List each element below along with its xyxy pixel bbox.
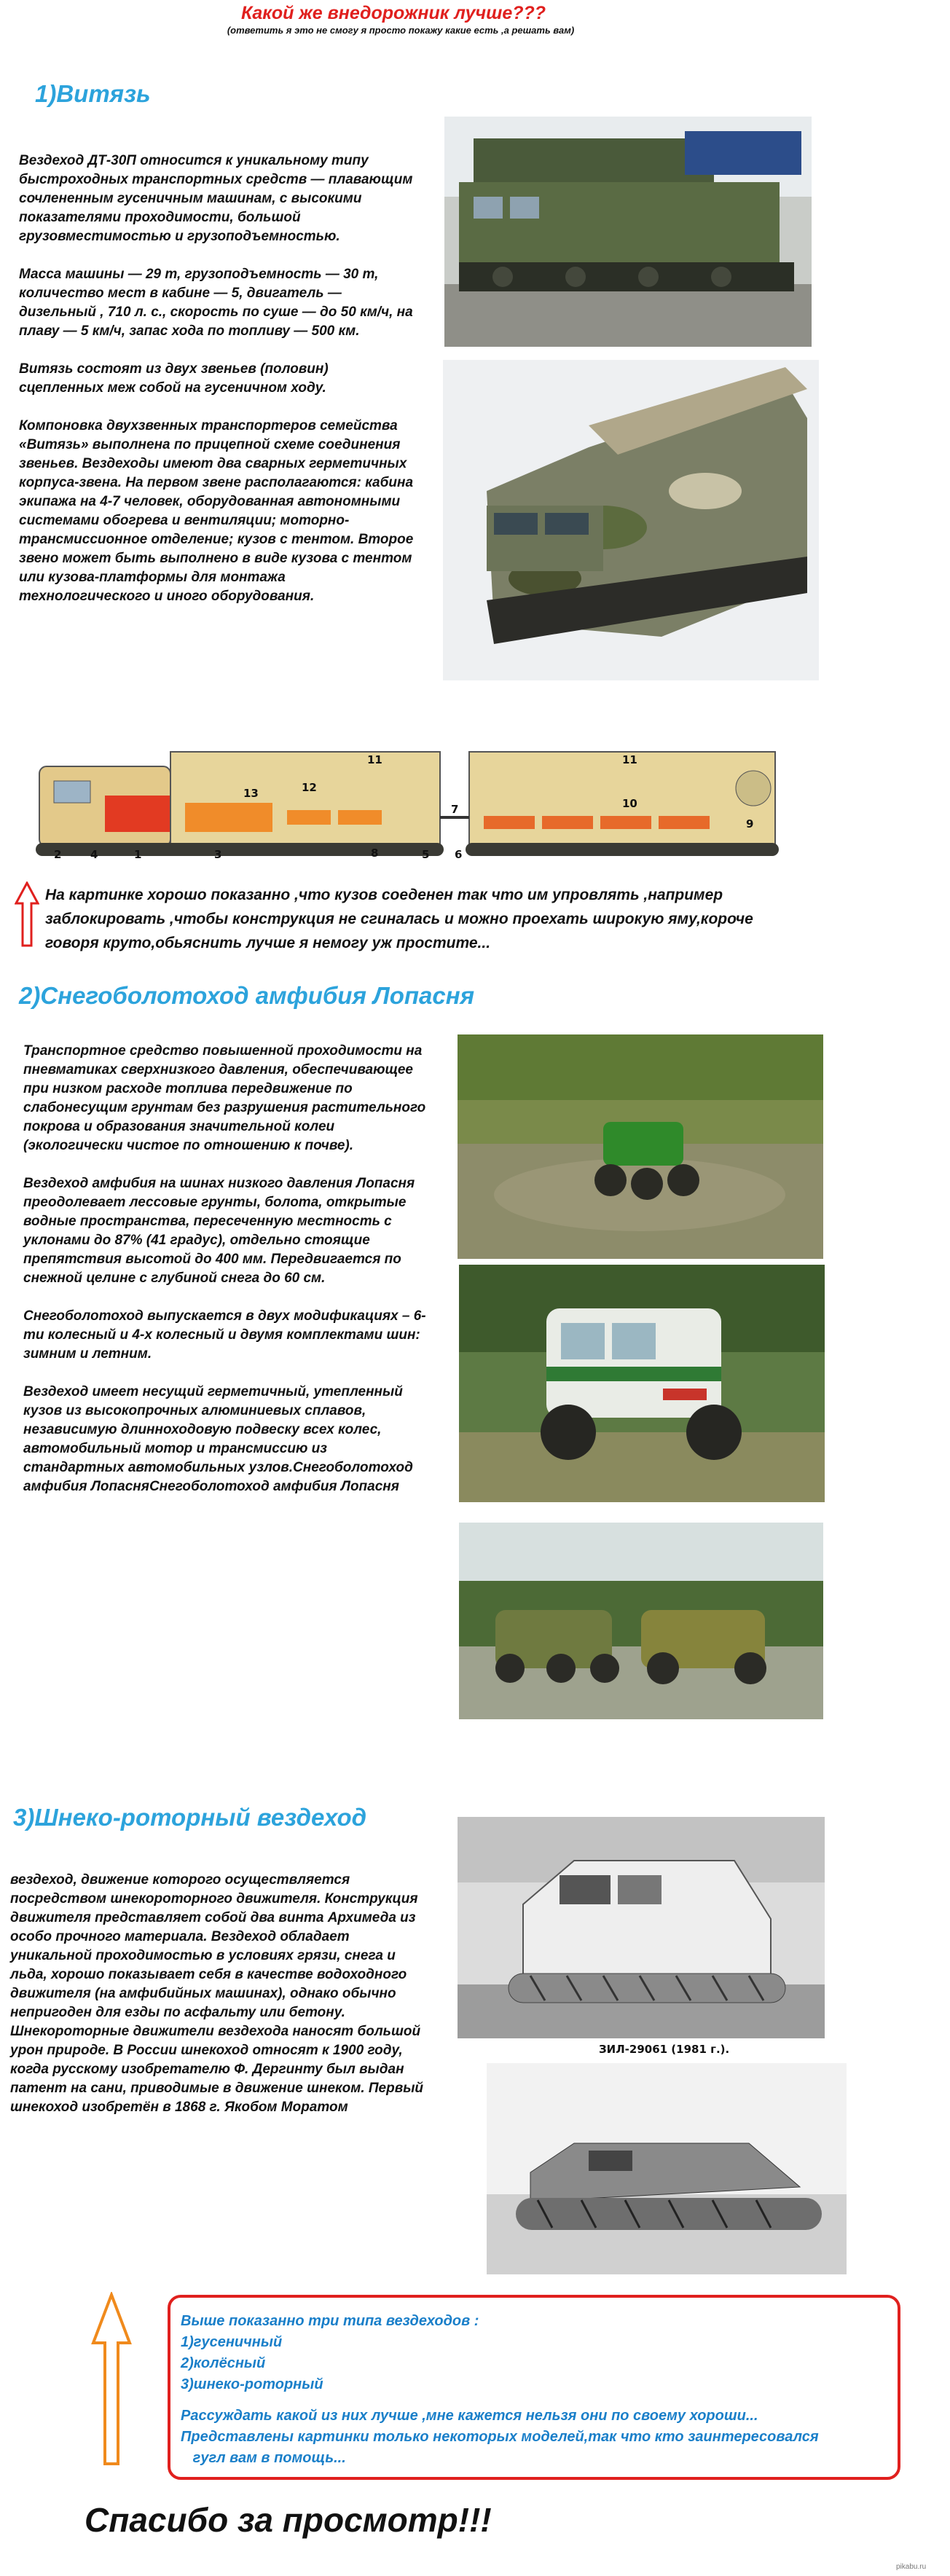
page-title: Какой же внедорожник лучше??? [240, 3, 546, 23]
section1-paragraph: Витязь состоят из двух звеньев (половин) сцепленных меж собой на гусеничном ходу. [19, 361, 329, 396]
diagram-label: 2 [54, 848, 62, 861]
diagram-label: 10 [622, 797, 637, 810]
diagram-label: 8 [371, 847, 379, 860]
section2-paragraph: Вездеход амфибия на шинах низкого давления Лопасня преодолевает лессовые грунты, болота, открытые водные пространства, пересеченную местность с уклонами до 87% (41 градус), отдельно стоящие препятствия высотой до 400 мм. Передвигается по снежной целине с глубиной снега до 60 см. [23, 1176, 415, 1286]
section1-paragraph: Масса машины — 29 т, грузоподъемность — 30 т, количество мест в кабине — 5, двигатель — дизельный , 710 л. с., скорость по суше — до 50 км/ч, на плаву — 5 км/ч, запас хода по топливу — 500 км. [19, 267, 413, 339]
diagram-label: 5 [422, 848, 430, 861]
arrow-up-icon [15, 881, 39, 947]
diagram-label: 11 [367, 753, 382, 766]
vityaz-photo-2 [443, 360, 819, 680]
diagram-label: 3 [214, 848, 222, 861]
lopasnya-photo-1 [458, 1034, 823, 1259]
vityaz-photo-1 [444, 117, 812, 347]
summary-line: гугл вам в помощь... [181, 2450, 346, 2466]
diagram-label: 7 [451, 803, 459, 816]
page-subtitle: (ответить я это не смогу я просто покажу какие есть ,а решать вам) [227, 25, 575, 36]
screw-vehicle-photo [487, 2063, 847, 2274]
diagram-label: 11 [622, 753, 637, 766]
section1-heading: 1)Витязь [35, 80, 151, 107]
summary-intro: Выше показанно три типа вездеходов : [181, 2313, 479, 2329]
section2-paragraph: Снегоболотоход выпускается в двух модификациях – 6-ти колесный и 4-х колесный и двумя комплектами шин: зимним и летним. [23, 1308, 426, 1362]
lopasnya-photo-3 [459, 1523, 823, 1719]
section2-paragraph: Транспортное средство повышенной проходимости на пневматиках сверхнизкого давления, обеспечивающее при низком расходе топлива передвижение по слабонесущим грунтам без разрушения растительного покрова и образования значительной колеи (экологически чистое по отношению к почве). [23, 1043, 426, 1153]
section1-paragraph: Компоновка двухзвенных транспортеров семейства «Витязь» выполнена по прицепной схеме соединения звеньев. Вездеходы имеют два сварных герметичных корпуса-звена. На первом звене располагаются: кабина экипажа на 4-7 человек, оборудованная автономными системами обогрева и вентиляции; моторно-трансмиссионное отделение; кузов с тентом. Второе звено может быть выполнено в виде кузова с тентом или кузова-платформы для монтажа технологического и иного оборудования. [19, 418, 414, 604]
section1-text [19, 152, 414, 625]
diagram-label: 9 [746, 817, 754, 830]
thanks-text: Спасибо за просмотр!!! [85, 2501, 492, 2539]
summary-line: Рассуждать какой из них лучше ,мне кажется нельзя они по своему хороши... [181, 2408, 758, 2424]
summary-item: 2)колёсный [181, 2355, 266, 2371]
summary-item: 1)гусеничный [181, 2334, 283, 2350]
diagram-label: 6 [455, 848, 463, 861]
summary-item: 3)шнеко-роторный [181, 2376, 323, 2392]
diagram-label: 13 [243, 787, 259, 800]
section2-paragraph: Вездеход имеет несущий герметичный, утепленный кузов из высокопрочных алюминиевых сплавов, независимую длинноходовую подвеску всех колес, автомобильный мотор и трансмиссию из стандартных автомобильных узлов.Снегоболотоход амфибия ЛопасняСнегоболотоход амфибия Лопасня [23, 1384, 413, 1494]
section1-note: На картинке хорошо показанно ,что кузов соеденен так что им упровлять ,например заблокировать ,чтобы конструкция не сгиналась и можно проехать широкую яму,короче говоря круто,обьяснить лучше я немогу уж простите... [45, 887, 753, 951]
arrow-up-icon [90, 2292, 133, 2467]
zil-screw-photo [458, 1817, 825, 2038]
section2-text [23, 1042, 431, 1515]
diagram-label: 4 [90, 848, 98, 861]
zil-photo-caption: ЗИЛ-29061 (1981 г.). [599, 2043, 730, 2056]
section3-text: вездеход, движение которого осуществляется посредством шнекороторного движителя. Конструкция движителя представляет собой два винта Архимеда из особо прочного материала. Вездеход обладает уникальной проходимостью в условиях грязи, снега и льда, хорошо показывает себя в качестве водоходного движителя (на амфибийных машинах), однако обычно непригоден для езды по асфальту или бетону. Шнекороторные движители вездехода наносят большой урон природе. В России шнекоход относят к 1900 году, когда русскому изобретателю Ф. Дергинту был выдан патент на сани, приводимые в движение шнеком. Первый шнекоход изобретён в 1868 г. Якобом Моратом [10, 1872, 424, 2115]
summary-line: Представлены картинки только некоторых моделей,так что кто заинтересовался [181, 2429, 819, 2445]
section2-heading: 2)Снегоболотоход амфибия Лопасня [19, 982, 475, 1009]
watermark: pikabu.ru [896, 2563, 927, 2571]
section1-paragraph: Вездеход ДТ-30П относится к уникальному типу быстроходных транспортных средств — плавающим сочлененным гусеничным машинам, с высокими показателями проходимости, большой грузовместимостью и грузоподъемностью. [19, 153, 413, 244]
diagram-label: 1 [134, 848, 142, 861]
summary-text [181, 2311, 895, 2469]
lopasnya-photo-2 [459, 1265, 825, 1502]
vityaz-diagram [25, 737, 787, 865]
diagram-label: 12 [302, 781, 317, 794]
section3-heading: 3)Шнеко-роторный вездеход [13, 1804, 367, 1831]
